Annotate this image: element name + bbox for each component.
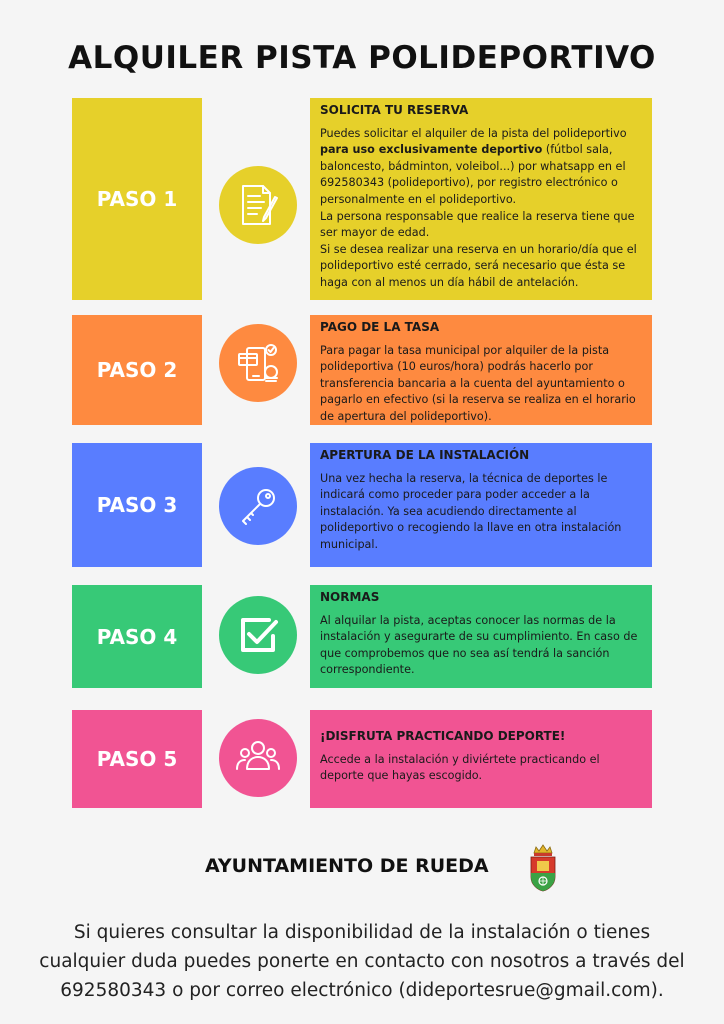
step-4-text: Al alquilar la pista, aceptas conocer las normas de la instalación y asegurarte de su cumplimiento. En caso de que comprobemos que no sea así tendrá la sanción correspondiente. xyxy=(320,613,638,677)
step-2-icon-circle xyxy=(219,324,297,402)
step-1-paragraph-2: La persona responsable que realice la reserva tiene que ser mayor de edad. xyxy=(320,209,635,240)
contact-info xyxy=(0,918,724,1005)
page-title: ALQUILER PISTA POLIDEPORTIVO xyxy=(68,40,656,76)
phone-payment-icon xyxy=(233,338,283,388)
key-icon xyxy=(233,481,283,531)
step-5-heading: ¡DISFRUTA PRACTICANDO DEPORTE! xyxy=(320,729,566,743)
step-3-text: Una vez hecha la reserva, la técnica de deportes le indicará como proceder para poder acceder a la instalación. Ya sea acudiendo directamente al polideportivo o recogiendo la llave en otra instalación municipal. xyxy=(320,471,622,551)
step-1-heading: SOLICITA TU RESERVA xyxy=(320,103,469,117)
step-1-icon-circle xyxy=(219,166,297,244)
document-pen-icon xyxy=(233,180,283,230)
step-4-icon-circle xyxy=(219,596,297,674)
step-4-content xyxy=(310,585,652,688)
step-3-heading: APERTURA DE LA INSTALACIÓN xyxy=(320,448,530,462)
step-2-text: Para pagar la tasa municipal por alquiler de la pista polideportiva (10 euros/hora) podrás hacerlo por transferencia bancaria a la cuenta del ayuntamiento o pagarlo en efectivo (si la reserva se realiza en el horario de apertura del polideportivo). xyxy=(320,343,636,423)
checkbox-icon xyxy=(233,610,283,660)
step-5-text: Accede a la instalación y diviértete practicando el deporte que hayas escogido. xyxy=(320,752,600,783)
step-5-label: PASO 5 xyxy=(72,710,202,808)
step-2-label: PASO 2 xyxy=(72,315,202,425)
step-1-label: PASO 1 xyxy=(72,98,202,300)
step-4-label: PASO 4 xyxy=(72,585,202,688)
contact-line-3: 692580343 o por correo electrónico (dideportesrue@gmail.com). xyxy=(60,980,664,1001)
organization-name: AYUNTAMIENTO DE RUEDA xyxy=(205,855,489,877)
step-3-label: PASO 3 xyxy=(72,443,202,567)
step-2-content xyxy=(310,315,652,425)
step-1-content xyxy=(310,98,652,300)
step-3-content xyxy=(310,443,652,567)
step-5-content xyxy=(310,710,652,808)
step-5-icon-circle xyxy=(219,719,297,797)
step-1-paragraph-3: Si se desea realizar una reserva en un horario/día que el polideportivo esté cerrado, será necesario que ésta se haga con al menos un día hábil de antelación. xyxy=(320,242,637,289)
contact-line-1: Si quieres consultar la disponibilidad de la instalación o tienes xyxy=(73,922,651,943)
contact-line-2: cualquier duda puedes ponerte en contacto con nosotros a través del xyxy=(39,951,685,972)
step-2-heading: PAGO DE LA TASA xyxy=(320,320,440,334)
step-4-heading: NORMAS xyxy=(320,590,380,604)
people-group-icon xyxy=(233,733,283,783)
step-1-paragraph-1: Puedes solicitar el alquiler de la pista del polideportivo para uso exclusivamente deportivo (fútbol sala, baloncesto, bádminton, voleibol...) por whatsapp en el 692580343 (polideportivo), por registro electrónico o personalmente en el polideportivo. xyxy=(320,126,627,206)
step-3-icon-circle xyxy=(219,467,297,545)
coat-of-arms-icon xyxy=(528,843,558,893)
